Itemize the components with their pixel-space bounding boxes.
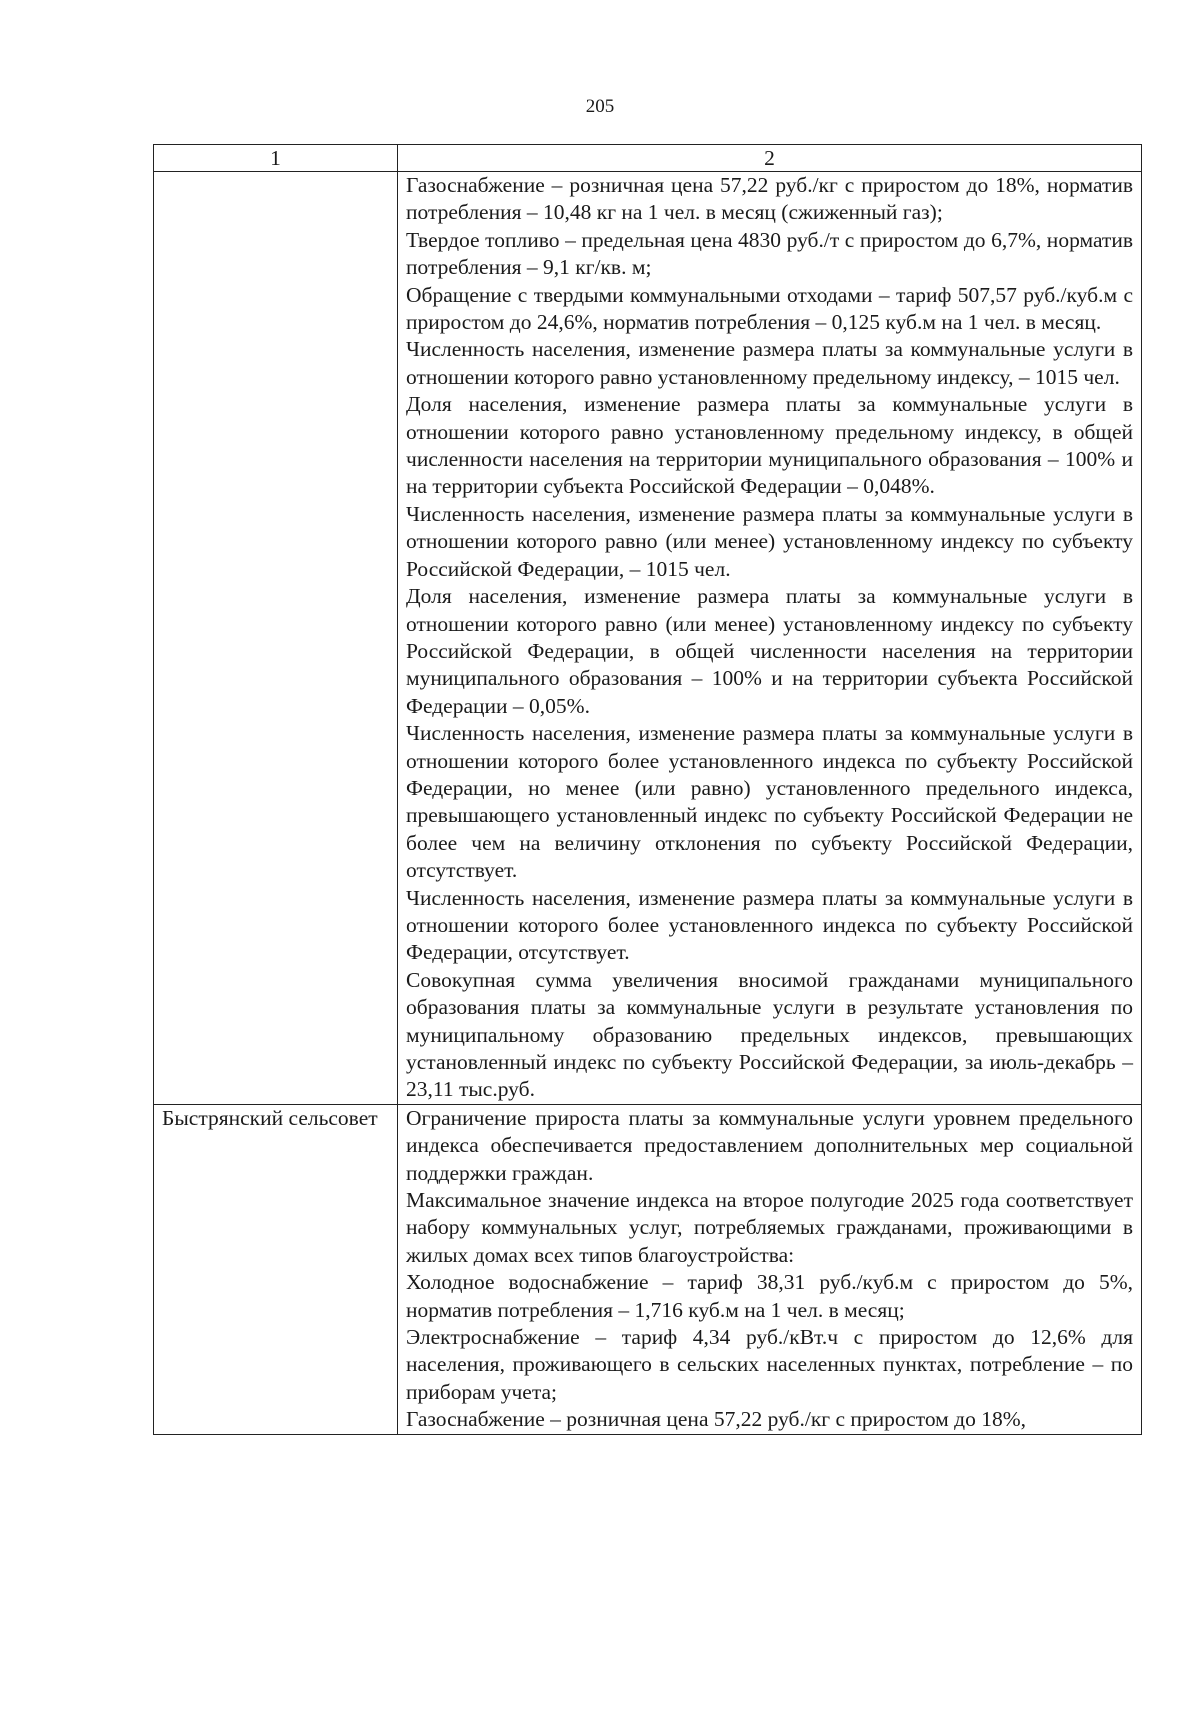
- municipal-index-table: [153, 144, 1142, 1435]
- column-header-2: 2: [398, 145, 1142, 172]
- paragraph-population-between-indices: Численность населения, изменение размера платы за коммунальные услуги в отношении которого более установленного индекса по субъекту Российской Федерации, но менее (или равно) установленного предельного индекса, превышающего установленный индекс по субъекту Российской Федерации не более чем на величину отклонения по субъекту Российской Федерации, отсутствует.: [406, 721, 1133, 883]
- description-cell: [398, 172, 1142, 1105]
- paragraph-max-index: Максимальное значение индекса на второе полугодие 2025 года соответствует набору коммунальных услуг, потребляемых гражданами, проживающими в жилых домах всех типов благоустройства:: [406, 1188, 1133, 1267]
- municipality-cell: Быстрянский сельсовет: [154, 1104, 398, 1434]
- paragraph-gas-supply: Газоснабжение – розничная цена 57,22 руб./кг с приростом до 18%, норматив потребления – 10,48 кг на 1 чел. в месяц (сжиженный газ);: [406, 173, 1133, 225]
- paragraph-solid-waste: Обращение с твердыми коммунальными отходами – тариф 507,57 руб./куб.м с приростом до 24,6%, норматив потребления – 0,125 куб.м на 1 чел. в месяц.: [406, 282, 1133, 335]
- paragraph-solid-fuel: Твердое топливо – предельная цена 4830 руб./т с приростом до 6,7%, норматив потребления – 9,1 кг/кв. м;: [406, 227, 1133, 280]
- page-number: 205: [585, 96, 615, 117]
- table-row: [154, 172, 1142, 1105]
- paragraph-population-below-regional: Численность населения, изменение размера платы за коммунальные услуги в отношении которого равно (или менее) установленному индексу по субъекту Российской Федерации, – 1015 чел.: [406, 501, 1133, 581]
- paragraph-share-below-regional: Доля населения, изменение размера платы за коммунальные услуги в отношении которого равно (или менее) установленному индексу по субъекту Российской Федерации, в общей численности населения на территории муниципального образования – 100% и на территории субъекта Российской Федерации – 0,05%.: [406, 584, 1133, 718]
- paragraph-share-equal-limit: Доля населения, изменение размера платы за коммунальные услуги в отношении которого равно установленному предельному индексу, в общей численности населения на территории муниципального образования – 100% и на территории субъекта Российской Федерации – 0,048%.: [406, 392, 1133, 499]
- paragraph-limitation-support: Ограничение прироста платы за коммунальные услуги уровнем предельного индекса обеспечивается предоставлением дополнительных мер социальной поддержки граждан.: [406, 1105, 1133, 1185]
- description-cell: [398, 1104, 1142, 1434]
- paragraph-population-above-regional: Численность населения, изменение размера платы за коммунальные услуги в отношении которого более установленного индекса по субъекту Российской Федерации, отсутствует.: [406, 885, 1133, 965]
- paragraph-total-increase: Совокупная сумма увеличения вносимой гражданами муниципального образования платы за коммунальные услуги в результате установления по муниципальному образованию предельных индексов, превышающих установленный индекс по субъекту Российской Федерации, за июль-декабрь – 23,11 тыс.руб.: [406, 967, 1133, 1102]
- paragraph-cold-water: Холодное водоснабжение – тариф 38,31 руб./куб.м с приростом до 5%, норматив потребления – 1,716 куб.м на 1 чел. в месяц;: [406, 1270, 1133, 1322]
- table-row: [154, 1104, 1142, 1434]
- municipality-cell: [154, 172, 398, 1105]
- table-header-row: [154, 145, 1142, 172]
- paragraph-population-equal-limit: Численность населения, изменение размера платы за коммунальные услуги в отношении которого равно установленному предельному индексу, – 1015 чел.: [406, 337, 1133, 389]
- paragraph-gas-supply: Газоснабжение – розничная цена 57,22 руб./кг с приростом до 18%,: [406, 1407, 1027, 1432]
- paragraph-electricity: Электроснабжение – тариф 4,34 руб./кВт.ч с приростом до 12,6% для населения, проживающего в сельских населенных пунктах, потребление – по приборам учета;: [406, 1325, 1133, 1404]
- column-header-1: 1: [154, 145, 398, 172]
